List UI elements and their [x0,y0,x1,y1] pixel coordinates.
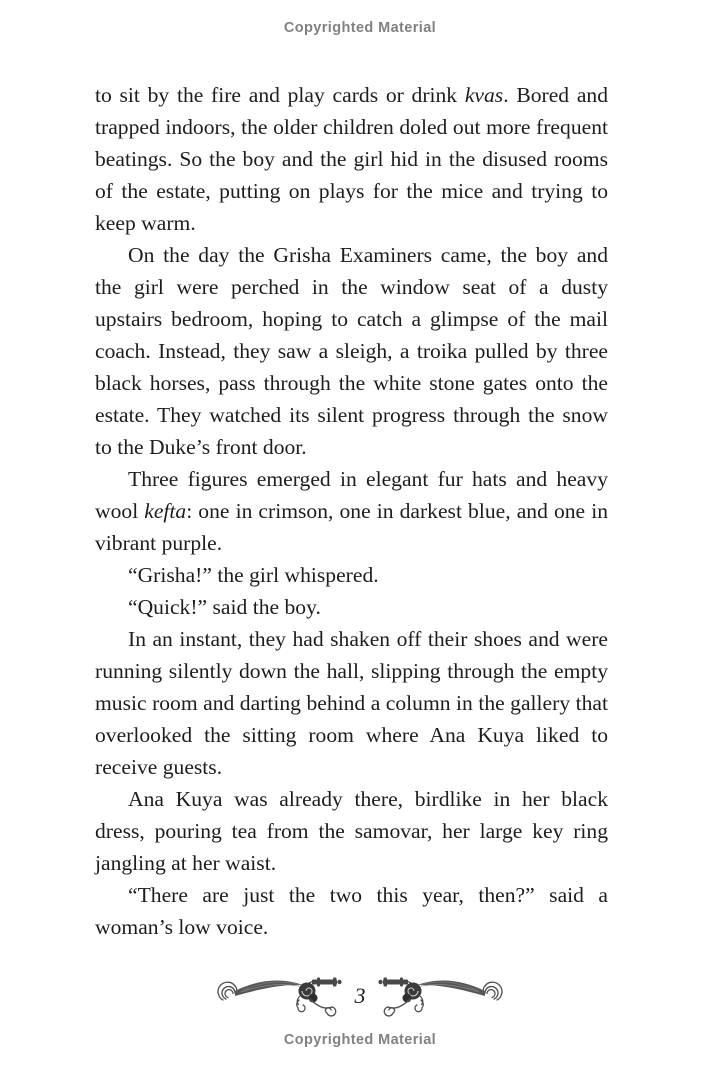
flourish-ornament-right-icon [377,971,507,1017]
italic-text-run: kefta [144,499,187,523]
body-text [95,79,608,943]
flourish-ornament-left-icon [213,971,343,1017]
text-run: “There are just the two this year, then?” said a woman’s low voice. [95,883,608,939]
text-run: In an instant, they had shaken off their shoes and were running silently down the hall, slipping through the empty music room and darting behind a column in the gallery that overlooked the sitting room where Ana Kuya liked to receive guests. [95,627,608,779]
paragraph [95,559,608,591]
text-run: Three figures emerged in elegant fur hats and heavy wool [95,467,608,523]
paragraph [95,79,608,239]
paragraph [95,239,608,463]
paragraph [95,783,608,879]
top-copyright-notice: Copyrighted Material [283,20,437,36]
paragraph [95,879,608,943]
text-run: “Grisha!” the girl whispered. [128,563,379,587]
text-run: : one in crimson, one in darkest blue, and one in vibrant purple. [95,499,608,555]
footer-ornament-row [0,968,720,1020]
text-run: Ana Kuya was already there, birdlike in her black dress, pouring tea from the samovar, her large key ring jangling at her waist. [95,787,608,875]
text-run: . Bored and trapped indoors, the older children doled out more frequent beatings. So the boy and the girl hid in the disused rooms of the estate, putting on plays for the mice and trying to keep warm. [95,83,608,235]
text-run: “Quick!” said the boy. [128,595,321,619]
bottom-copyright-notice: Copyrighted Material [283,1032,437,1048]
page-number: 3 [354,983,366,1008]
text-run: On the day the Grisha Examiners came, the boy and the girl were perched in the window seat of a dusty upstairs bedroom, hoping to catch a glimpse of the mail coach. Instead, they saw a sleigh, a troika pulled by three black horses, pass through the white stone gates onto the estate. They watched its silent progress through the snow to the Duke’s front door. [95,243,608,459]
text-run: to sit by the fire and play cards or drink [95,83,465,107]
italic-text-run: kvas [464,83,504,107]
paragraph [95,591,608,623]
paragraph [95,463,608,559]
paragraph [95,623,608,783]
